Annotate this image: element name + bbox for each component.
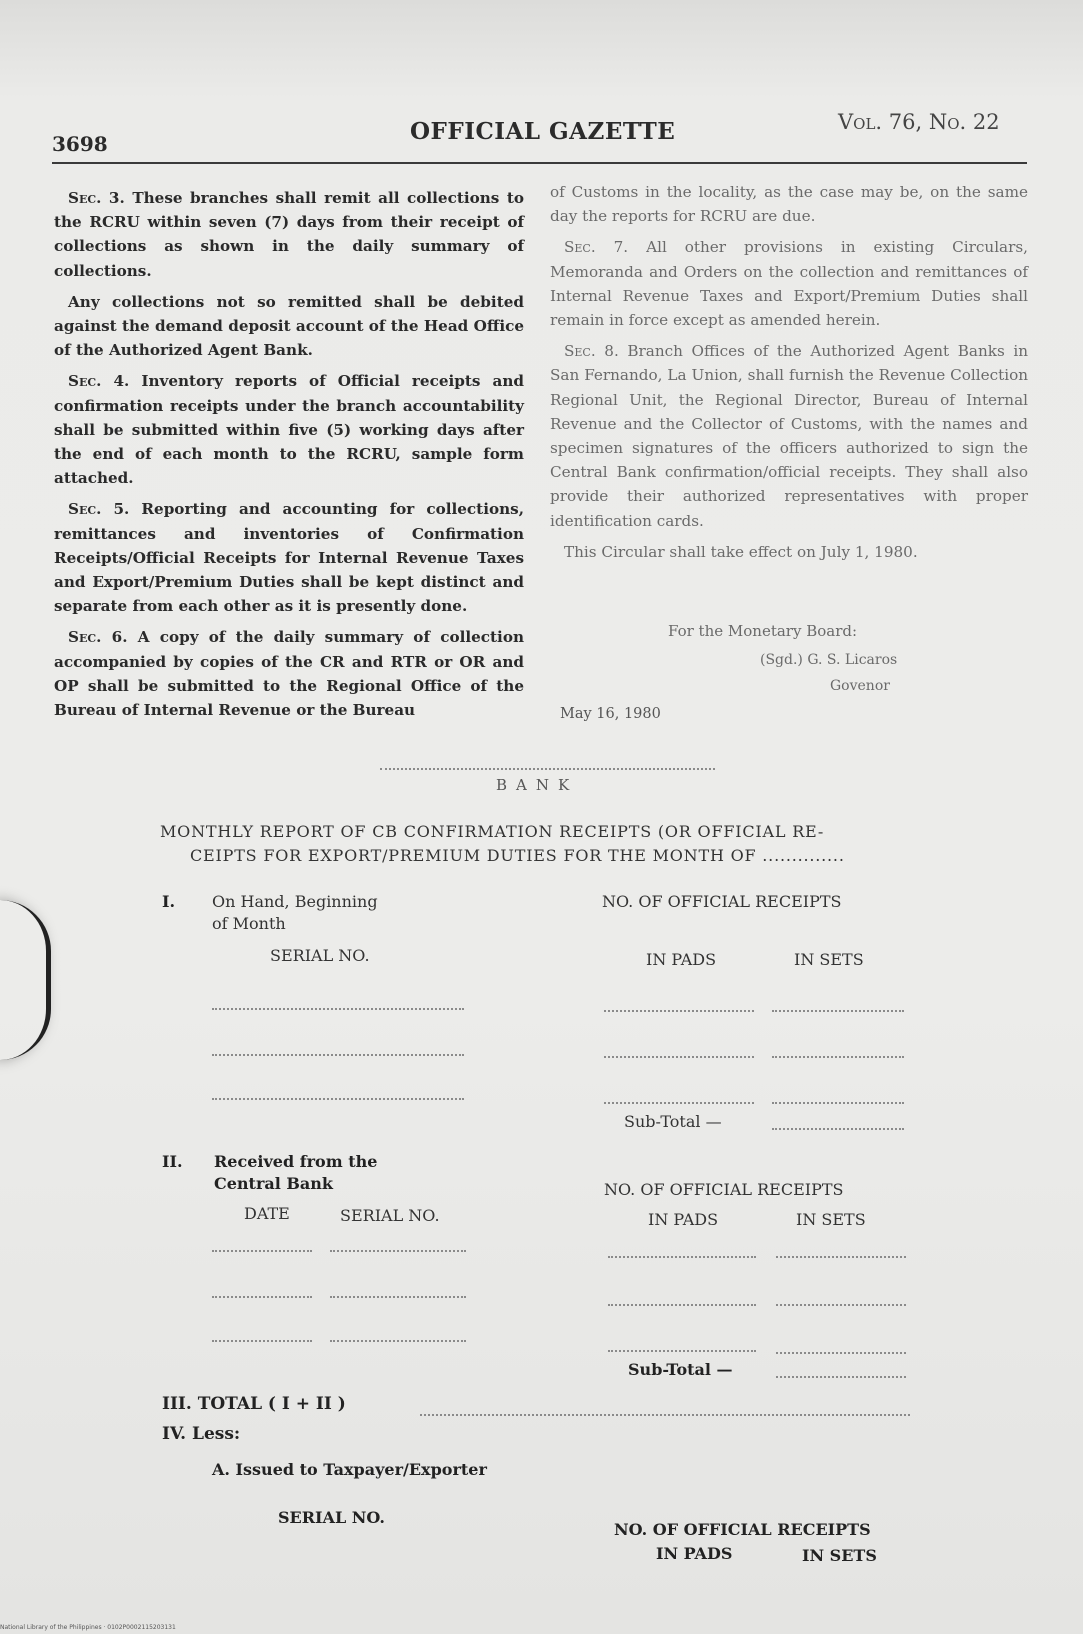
section-2-pads-line xyxy=(608,1256,756,1258)
section-2-serial-header: SERIAL NO. xyxy=(340,1206,440,1225)
header-rule xyxy=(52,162,1027,164)
section-1-number: I. xyxy=(162,892,176,911)
section-4-receipts-header: NO. OF OFFICIAL RECEIPTS xyxy=(614,1520,871,1539)
paragraph-sec-4: Sec. 4. Inventory reports of Official receipts and confirmation receipts under the branch accountability shall be submitted within five (5) working days after the end of each month to the RCRU, sample form attached. xyxy=(54,372,524,488)
section-2-date-header: DATE xyxy=(244,1204,290,1223)
section-3-total-line xyxy=(420,1414,910,1416)
scan-footer: National Library of the Philippines · 0102P0002115203131 xyxy=(0,1624,176,1631)
section-4-less-label: IV. Less: xyxy=(162,1424,241,1444)
section-1-pads-line xyxy=(604,1102,754,1104)
section-1-subtotal-label: Sub-Total — xyxy=(624,1112,722,1131)
paragraph-sec-7: Sec. 7. All other provisions in existing Circulars, Memoranda and Orders on the collection and remittances of Internal Revenue Taxes and Export/Premium Duties shall remain in force except as amended herein. xyxy=(550,238,1028,330)
section-2-serial-line xyxy=(330,1340,466,1342)
section-2-receipts-header: NO. OF OFFICIAL RECEIPTS xyxy=(604,1180,844,1199)
signature-name: (Sgd.) G. S. Licaros xyxy=(760,652,898,668)
section-3-total-label: III. TOTAL ( I + II ) xyxy=(162,1394,346,1414)
section-4-in-pads-header: IN PADS xyxy=(656,1544,733,1563)
section-1-serial-header: SERIAL NO. xyxy=(270,946,370,965)
circular-date: May 16, 1980 xyxy=(560,706,661,722)
section-2-date-line xyxy=(212,1250,312,1252)
section-2-pads-line xyxy=(608,1304,756,1306)
signature-title: Govenor xyxy=(830,678,890,694)
section-1-pads-line xyxy=(604,1056,754,1058)
section-2-serial-line xyxy=(330,1296,466,1298)
paragraph-sec-3: Sec. 3. These branches shall remit all collections to the RCRU within seven (7) days from their receipt of collections as shown in the daily summary of collections. xyxy=(54,189,524,280)
paragraph-effectivity: This Circular shall take effect on July 1, 1980. xyxy=(564,542,918,561)
section-2-pads-line xyxy=(608,1350,756,1352)
section-2-in-sets-header: IN SETS xyxy=(796,1210,866,1229)
section-2-sets-line xyxy=(776,1352,906,1354)
section-2-subtotal-line xyxy=(776,1376,906,1378)
left-column xyxy=(54,186,524,729)
section-2-number: II. xyxy=(162,1152,183,1171)
section-1-serial-line xyxy=(212,1054,464,1056)
section-2-subtotal-label: Sub-Total — xyxy=(628,1360,733,1379)
section-2-sets-line xyxy=(776,1256,906,1258)
section-1-serial-line xyxy=(212,1098,464,1100)
section-2-date-line xyxy=(212,1340,312,1342)
page-edge-shadow xyxy=(0,900,51,1060)
paragraph-customs-continued: of Customs in the locality, as the case may be, on the same day the reports for RCRU are due. xyxy=(550,183,1028,226)
section-2-in-pads-header: IN PADS xyxy=(648,1210,719,1229)
section-1-serial-line xyxy=(212,1008,464,1010)
section-2-label-line-2: Central Bank xyxy=(214,1174,333,1193)
right-column xyxy=(550,180,1028,571)
signature-for-line: For the Monetary Board: xyxy=(668,622,858,640)
section-1-sets-line xyxy=(772,1102,904,1104)
section-1-in-sets-header: IN SETS xyxy=(794,950,864,969)
form-bank-label: BANK xyxy=(496,776,579,794)
section-1-in-pads-header: IN PADS xyxy=(646,950,717,969)
volume-number: Vol. 76, No. 22 xyxy=(838,110,1000,134)
section-1-sets-line xyxy=(772,1010,904,1012)
paragraph-sec-5: Sec. 5. Reporting and accounting for collections, remittances and inventories of Confirmation Receipts/Official Receipts for Internal Revenue Taxes and Export/Premium Duties shall be kept distinct and separate from each other as it is presently done. xyxy=(54,500,524,616)
report-title-line-2: CEIPTS FOR EXPORT/PREMIUM DUTIES FOR THE MONTH OF .............. xyxy=(190,846,845,865)
section-4-in-sets-header: IN SETS xyxy=(802,1546,877,1565)
section-1-label-line-1: On Hand, Beginning xyxy=(212,892,378,911)
section-1-label-line-2: of Month xyxy=(212,914,286,933)
section-1-sets-line xyxy=(772,1056,904,1058)
section-1-receipts-header: NO. OF OFFICIAL RECEIPTS xyxy=(602,892,842,911)
section-2-label-line-1: Received from the xyxy=(214,1152,378,1171)
page-number: 3698 xyxy=(52,132,108,156)
report-title-line-1: MONTHLY REPORT OF CB CONFIRMATION RECEIPTS (OR OFFICIAL RE- xyxy=(160,822,825,841)
section-1-subtotal-line xyxy=(772,1128,904,1130)
section-2-serial-line xyxy=(330,1250,466,1252)
paragraph-sec-6: Sec. 6. A copy of the daily summary of collection accompanied by copies of the CR and RTR or OR and OP shall be submitted to the Regional Office of the Bureau of Internal Revenue or the Bureau xyxy=(54,628,524,720)
section-2-sets-line xyxy=(776,1304,906,1306)
bank-name-line xyxy=(380,768,715,770)
paragraph-collections-not-remitted: Any collections not so remitted shall be debited against the demand deposit account of the Head Office of the Authorized Agent Bank. xyxy=(54,292,524,360)
section-1-pads-line xyxy=(604,1010,754,1012)
section-2-date-line xyxy=(212,1296,312,1298)
section-4a-label: A. Issued to Taxpayer/Exporter xyxy=(212,1460,487,1479)
paragraph-sec-8: Sec. 8. Branch Offices of the Authorized Agent Banks in San Fernando, La Union, shall furnish the Revenue Collection Regional Unit, the Regional Director, Bureau of Internal Revenue and the Collector of Customs, with the names and specimen signatures of the officers authorized to sign the Central Bank confirmation/official receipts. They shall also provide their authorized representatives with proper identification cards. xyxy=(550,342,1028,530)
publication-title: OFFICIAL GAZETTE xyxy=(410,118,676,145)
section-4-serial-header: SERIAL NO. xyxy=(278,1508,385,1527)
